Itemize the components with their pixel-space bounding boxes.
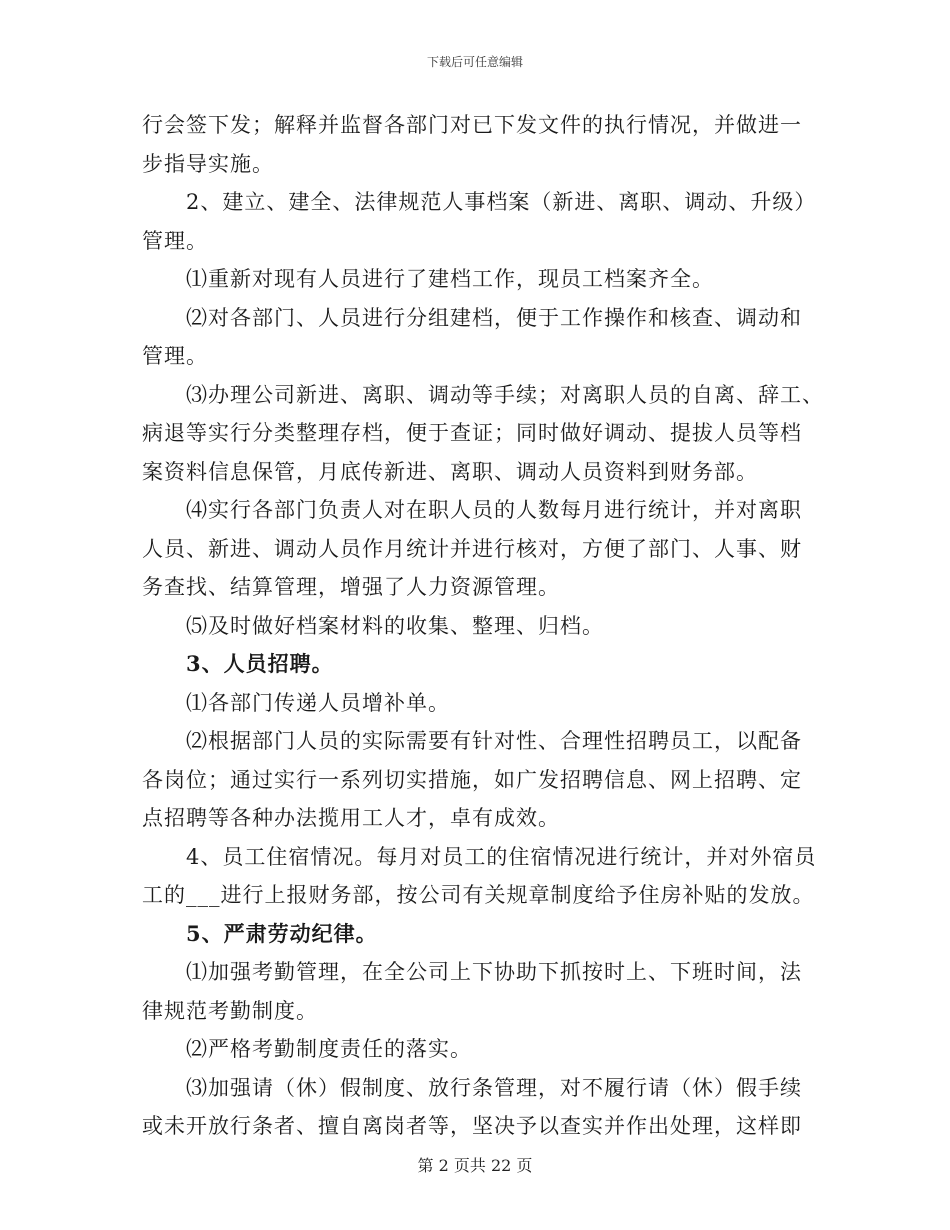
text-line: 人员、新进、调动人员作月统计并进行核对，方便了部门、人事、财 [142, 536, 802, 561]
text-line: 工的___进行上报财务部，按公司有关规章制度给予住房补贴的发放。 [142, 883, 815, 907]
text-line: ⑵根据部门人员的实际需要有针对性、合理性招聘员工，以配备 [186, 729, 802, 753]
text-line: 管理。 [142, 344, 208, 368]
text-line: 行会签下发；解释并监督各部门对已下发文件的执行情况，并做进一 [142, 113, 802, 137]
text-line: ⑸及时做好档案材料的收集、整理、归档。 [186, 613, 604, 638]
text-line: 2、建立、建全、法律规范人事档案（新进、离职、调动、升级） [186, 190, 817, 214]
text-line: 律规范考勤制度。 [142, 998, 318, 1023]
page-header-note: 下载后可任意编辑 [426, 55, 523, 69]
text-line: 案资料信息保管，月底传新进、离职、调动人员资料到财务部。 [142, 459, 758, 484]
text-line: ⑶加强请（休）假制度、放行条管理，对不履行请（休）假手续 [186, 1075, 802, 1100]
text-line: ⑶办理公司新进、离职、调动等手续；对离职人员的自离、辞工、 [186, 382, 824, 407]
text-line: 4、员工住宿情况。每月对员工的住宿情况进行统计，并对外宿员 [186, 844, 817, 869]
document-body [142, 106, 824, 1146]
text-line: 点招聘等各种办法揽用工人才，卓有成效。 [142, 806, 560, 830]
text-line: 病退等实行分类整理存档，便于查证；同时做好调动、提拔人员等档 [142, 421, 802, 445]
page-footer: 第 2 页共 22 页 [417, 1156, 533, 1175]
text-line: ⑴各部门传递人员增补单。 [186, 690, 450, 715]
text-line: ⑵对各部门、人员进行分组建档，便于工作操作和核查、调动和 [186, 305, 802, 330]
text-line: 或未开放行条者、擅自离岗者等，坚决予以查实并作出处理，这样即 [142, 1114, 802, 1138]
text-line: ⑴重新对现有人员进行了建档工作，现员工档案齐全。 [186, 267, 714, 291]
section-heading: 3、人员招聘。 [186, 651, 334, 676]
text-line: ⑷实行各部门负责人对在职人员的人数每月进行统计，并对离职 [186, 498, 802, 522]
section-heading: 5、严肃劳动纪律。 [186, 920, 378, 946]
text-line: 步指导实施。 [142, 151, 274, 176]
text-line: 各岗位；通过实行一系列切实措施，如广发招聘信息、网上招聘、定 [142, 767, 802, 792]
text-line: ⑵严格考勤制度责任的落实。 [186, 1037, 472, 1061]
text-line: 管理。 [142, 228, 208, 253]
text-line: ⑴加强考勤管理，在全公司上下协助下抓按时上、下班时间，法 [186, 960, 802, 984]
text-line: 务查找、结算管理，增强了人力资源管理。 [142, 575, 560, 599]
